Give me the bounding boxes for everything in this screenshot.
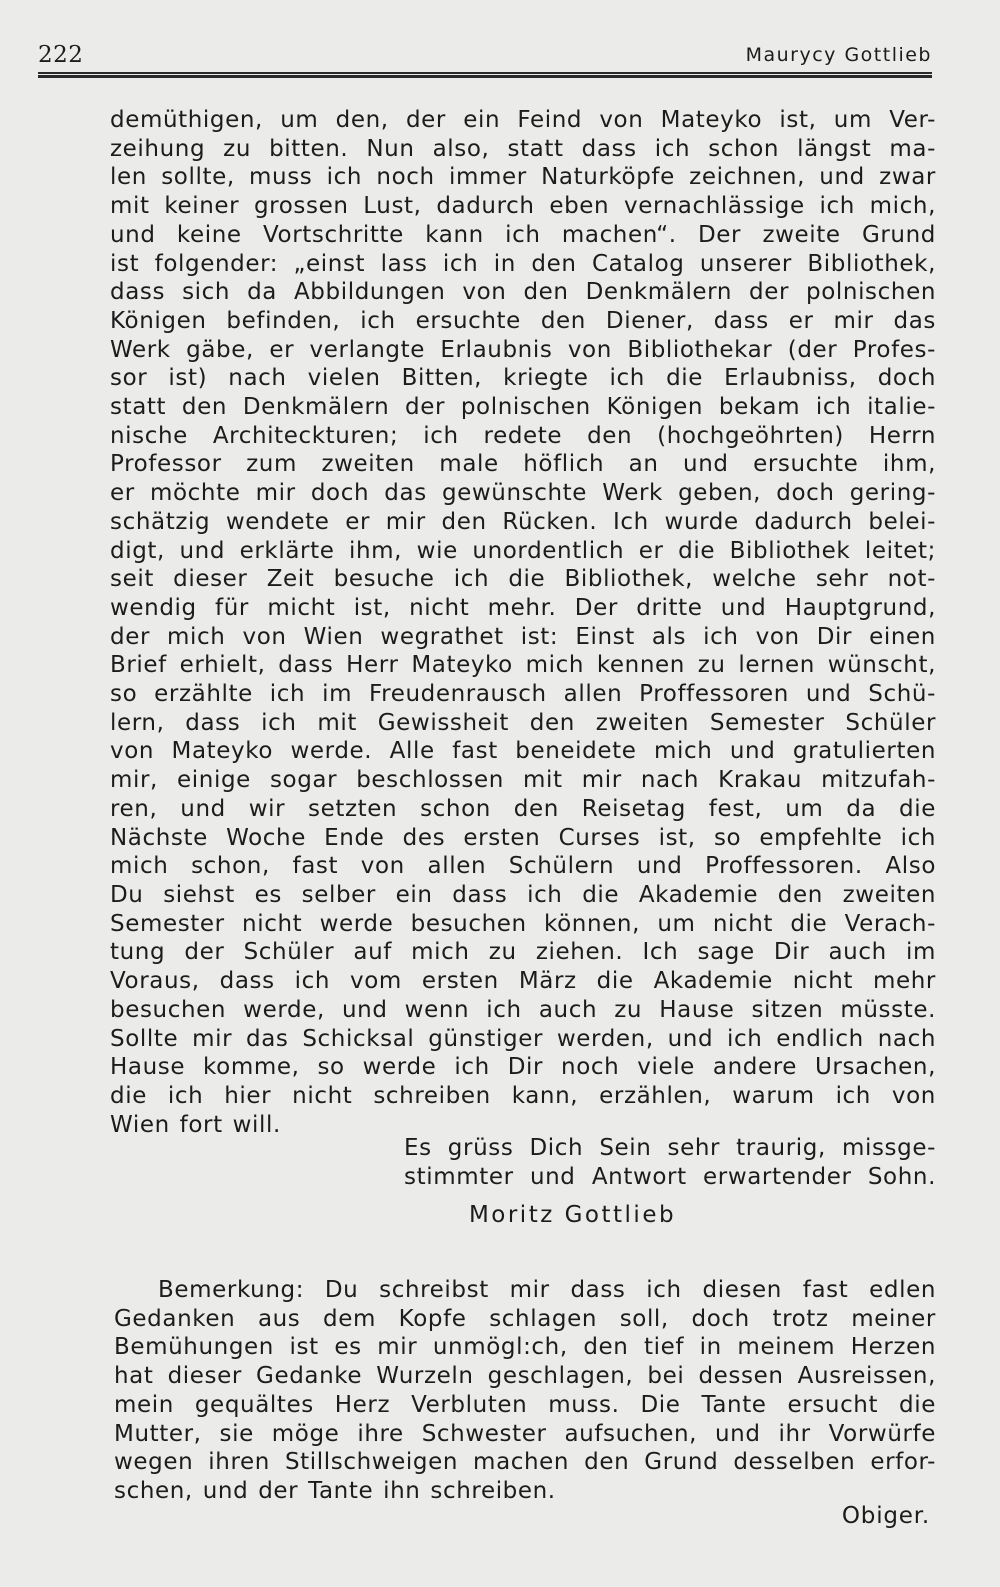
text-line: mir, einige sogar beschlossen mit mir nach Krakau mitzufah- [110, 767, 936, 794]
letter-signature: Moritz Gottlieb [468, 1202, 677, 1228]
text-line: seit dieser Zeit besuche ich die Bibliothek, welche sehr not- [110, 566, 936, 593]
text-line: wendig für micht ist, nicht mehr. Der dritte und Hauptgrund, [110, 594, 936, 621]
text-line: er möchte mir doch das gewünschte Werk geben, doch gering- [110, 480, 936, 507]
note-line: schen, und der Tante ihn schreiben. [114, 1477, 556, 1504]
text-line: und keine Vortschritte kann ich machen“. Der zweite Grund [110, 221, 936, 248]
text-line: dass sich da Abbildungen von den Denkmälern der polnischen [110, 279, 936, 306]
text-line: ren, und wir setzten schon den Reisetag fest, um da die [110, 795, 936, 822]
text-line: digt, und erklärte ihm, wie unordentlich er die Bibliothek leitet; [110, 537, 936, 564]
text-line: statt den Denkmälern der polnischen Königen bekam ich italie- [110, 394, 936, 421]
text-line: Königen befinden, ich ersuchte den Diener, dass er mir das [110, 307, 936, 334]
text-line: von Mateyko werde. Alle fast beneidete mich und gratulierten [110, 738, 936, 765]
text-line: demüthigen, um den, der ein Feind von Mateyko ist, um Ver- [110, 107, 936, 133]
text-line: die ich hier nicht schreiben kann, erzählen, warum ich von [110, 1082, 936, 1109]
letter-closing [404, 1134, 936, 1191]
text-line: mit keiner grossen Lust, dadurch eben vernachlässige ich mich, [110, 193, 936, 220]
text-line: Semester nicht werde besuchen können, um nicht die Verach- [110, 910, 936, 937]
text-line: tung der Schüler auf mich zu ziehen. Ich sage Dir auch im [110, 939, 936, 966]
text-line: Du siehst es selber ein dass ich die Akademie den zweiten [110, 881, 936, 908]
text-line: lern, dass ich mit Gewissheit den zweiten Semester Schüler [110, 709, 936, 736]
text-line: Professor zum zweiten male höflich an und ersuchte ihm, [110, 451, 936, 478]
text-line: Hause komme, so werde ich Dir noch viele andere Ursachen, [110, 1054, 936, 1081]
text-line: len sollte, muss ich noch immer Naturköpfe zeichnen, und zwar [110, 164, 936, 191]
note-line: mein gequältes Herz Verbluten muss. Die Tante ersucht die [114, 1391, 936, 1418]
text-line: Werk gäbe, er verlangte Erlaubnis von Bibliothekar (der Profes- [110, 336, 936, 363]
text-line: nische Architeckturen; ich redete den (hochgeöhrten) Herrn [110, 422, 936, 449]
note-line: Bemerkung: Du schreibst mir dass ich diesen fast edlen [158, 1277, 936, 1303]
text-line: Brief erhielt, dass Herr Mateyko mich kennen zu lernen wünscht, [110, 652, 936, 679]
letter-body [110, 106, 936, 1139]
text-line: so erzählte ich im Freudenrausch allen Proffessoren und Schü- [110, 681, 936, 708]
page-number: 222 [38, 42, 84, 68]
header-rule-thick [38, 75, 932, 78]
note-line: Mutter, sie möge ihre Schwester aufsuchen, und ihr Vorwürfe [114, 1420, 936, 1447]
running-title: Maurycy Gottlieb [745, 44, 932, 66]
header-rule-thin [38, 72, 932, 74]
note-line: hat dieser Gedanke Wurzeln geschlagen, bei dessen Ausreissen, [114, 1363, 936, 1390]
text-line: sor ist) nach vielen Bitten, kriegte ich die Erlaubniss, doch [110, 365, 936, 392]
text-line: Nächste Woche Ende des ersten Curses ist, so empfehlte ich [110, 824, 936, 851]
note-line: Gedanken aus dem Kopfe schlagen soll, doch trotz meiner [114, 1305, 936, 1332]
text-line: zeihung zu bitten. Nun also, statt dass ich schon längst ma- [110, 135, 936, 162]
closing-line: Es grüss Dich Sein sehr traurig, missge- [404, 1135, 936, 1161]
remark-paragraph [114, 1276, 936, 1506]
text-line: schätzig wendete er mir den Rücken. Ich wurde dadurch belei- [110, 508, 936, 535]
text-line: ist folgender: „einst lass ich in den Catalog unserer Bibliothek, [110, 250, 936, 277]
text-line: der mich von Wien wegrathet ist: Einst als ich von Dir einen [110, 623, 936, 650]
text-line: Sollte mir das Schicksal günstiger werden, und ich endlich nach [110, 1025, 936, 1052]
closing-line: stimmter und Antwort erwartender Sohn. [404, 1163, 936, 1190]
note-line: Bemühungen ist es mir unmögl:ch, den tief in meinem Herzen [114, 1334, 936, 1361]
page-header [38, 42, 932, 72]
text-line: Wien fort will. [110, 1111, 281, 1138]
note-line: wegen ihren Stillschweigen machen den Grund desselben erfor- [114, 1449, 936, 1476]
text-line: besuchen werde, und wenn ich auch zu Hause sitzen müsste. [110, 996, 936, 1023]
remark-signature: Obiger. [841, 1503, 930, 1529]
text-line: Voraus, dass ich vom ersten März die Akademie nicht mehr [110, 968, 936, 995]
text-line: mich schon, fast von allen Schülern und Proffessoren. Also [110, 853, 936, 880]
